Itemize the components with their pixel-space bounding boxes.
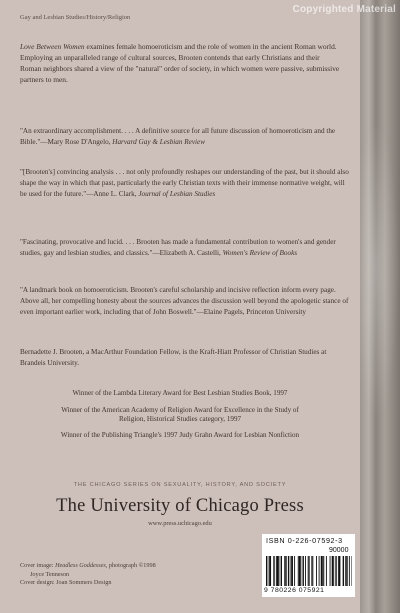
isbn-text: ISBN 0-226-07592-3 <box>266 536 343 545</box>
description-text: examines female homoeroticism and the role of women in the ancient Roman world. Employing an unparalleled range of cultural sources, Brooten contends that early Christians and their Roman neighbors shared a view of the "natural" order of society, in which women were passive, submissive partners to men. <box>20 42 340 85</box>
cover-photo-edge <box>360 0 400 613</box>
copyright-watermark: Copyrighted Material <box>292 4 396 15</box>
category-label: Gay and Lesbian Studies/History/Religion <box>20 14 131 21</box>
review-quote: "[Brooten's] convincing analysis . . . not only profoundly reshapes our understanding of the past, but it should also shape the way in which that past, particularly the early Christian texts with their immense normative weight, will be used for the future."—Anne L. Clark, Journal of Lesbian Studies <box>20 168 349 198</box>
award-item: Winner of the Publishing Triangle's 1997 Judy Grahn Award for Lesbian Nonfiction <box>60 430 300 439</box>
series-name: THE CHICAGO SERIES ON SEXUALITY, HISTORY, AND SOCIETY <box>73 482 287 488</box>
publisher-url: www.press.uchicago.edu <box>148 520 212 527</box>
book-title: Love Between Women <box>20 42 85 51</box>
awards-list <box>0 389 360 446</box>
barcode-label <box>262 534 355 597</box>
ean-text: 9 780226 075921 <box>264 587 325 594</box>
photographer-credit: Joyce Tenneson <box>30 570 70 578</box>
review-quote: "Fascinating, provocative and lucid. . . . Brooten has made a fundamental contribution to women's and gender studies, gay and lesbian studies, and classics."—Elizabeth A. Castelli, Women's Review of Books <box>20 238 336 257</box>
cover-credits <box>20 562 156 588</box>
review-source: Harvard Gay & Lesbian Review <box>112 137 206 146</box>
image-credit: Cover image: Headless Goddesses, photograph ©1998 <box>20 562 156 569</box>
review-source: Journal of Lesbian Studies <box>138 189 216 198</box>
award-item: Winner of the Lambda Literary Award for Best Lesbian Studies Book, 1997 <box>72 389 288 397</box>
review-source: Women's Review of Books <box>222 248 298 257</box>
review-quote: "A landmark book on homoeroticism. Brooten's careful scholarship and incisive reflection inform every page. Above all, her compelling honesty about the sources advances the discussion well beyond the apologetic stance of even important earlier work, including that of John Boswell."—Elaine Pagels, Princeton University <box>20 286 349 316</box>
author-bio: Bernadette J. Brooten, a MacArthur Foundation Fellow, is the Kraft-Hiatt Professor of Christian Studies at Brandeis University. <box>20 348 327 367</box>
book-description <box>20 41 342 85</box>
design-credit: Cover design: Joan Sommers Design <box>20 579 112 587</box>
review-quote: "An extraordinary accomplishment. . . . A definitive source for all future discussion of homoeroticism and the Bible."—Mary Rose D'Angelo, Harvard Gay & Lesbian Review <box>20 127 336 146</box>
award-item: Winner of the American Academy of Religion Award for Excellence in the Study of Religion, Historical Studies category, 1997 <box>61 405 299 424</box>
price-code: 90000 <box>329 547 349 554</box>
barcode-bars-icon <box>266 556 352 586</box>
publisher-name: The University of Chicago Press <box>56 496 304 516</box>
